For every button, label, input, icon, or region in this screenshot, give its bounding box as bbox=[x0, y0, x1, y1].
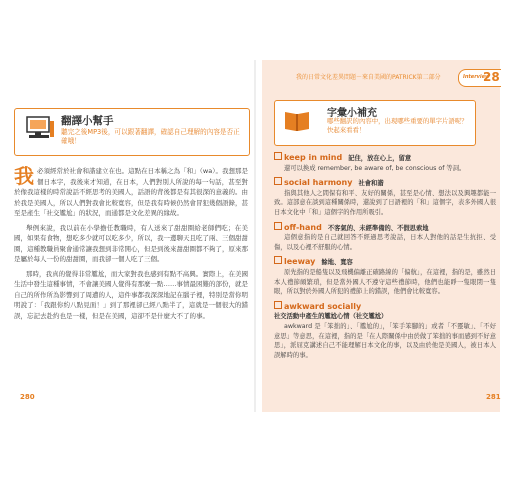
paragraph: 舉例來說，我以前在小學擔任教職時，有人送來了甜甜圈給老師們吃；在美國，如果有食物，想吃多少就可以吃多少，所以，我一邊聊天且吃了兩、三個甜甜圈，這種教職員聚會通常讓我想到非常開心，但是到後來甜甜圈都不夠了，原來那是屬於每人一份的甜甜圈，而我卻一個人吃了三個。 bbox=[14, 223, 248, 263]
left-page bbox=[14, 60, 248, 412]
vocab-meaning: 記住，放在心上，留意 bbox=[348, 155, 412, 162]
vocab-explanation: 還可以換成 remember, be aware of, be conscious of 等詞。 bbox=[284, 164, 466, 172]
tab-label: Interview bbox=[463, 74, 490, 80]
vocab-explanation: 指與其他人之間保有和平、友好的關係，甚至是心情、想法以及興趣都能一致。這部意在談到這種關係時，還說到了日語裡的「和」這個字，表多外國人很日本文化中「和」這個字的作用所吸引。 bbox=[274, 189, 496, 216]
vocab-entry bbox=[274, 152, 496, 173]
checkbox-icon bbox=[274, 256, 282, 264]
vocab-entry bbox=[274, 301, 496, 361]
translation-helper-box bbox=[14, 108, 250, 156]
vocab-entry bbox=[274, 177, 496, 217]
vocab-entry bbox=[274, 256, 496, 296]
vocab-subheading: 社交活動中產生的尷尬心情（社交尷尬） bbox=[274, 313, 388, 321]
vocab-meaning: 社會和諧 bbox=[358, 180, 384, 188]
vocab-term: off-hand bbox=[284, 222, 322, 232]
box-title: 翻譯小幫手 bbox=[61, 115, 114, 127]
vocab-term: awkward socially bbox=[284, 301, 362, 311]
box-description: 聽完之後MP3後，可以跟著翻譯，確認自己理解的內容是否正確哦！ bbox=[61, 128, 240, 145]
chapter-tab bbox=[458, 69, 501, 87]
book-icon bbox=[283, 109, 311, 133]
checkbox-icon bbox=[274, 301, 282, 309]
vocabulary-list bbox=[274, 152, 496, 364]
vocab-entry bbox=[274, 222, 496, 253]
computer-icon bbox=[25, 115, 55, 141]
paragraph: 我必須經常於社會和諧建立在也。這點在日本稱之為「和」（wa）。我想那是個日本字，我後來才知道，在日本，人們對別人所說的每一句話，甚至對於像我這樣的時常說話不經思考的美國人，話語的背後都是有其很深的意義的。由於我是美國人，所以人們對我會比較寬容，但是我有時候仍然會冒犯幾個語錄，甚至是產生「社交尷尬」的狀況，而通都是文化差異的緣故。 bbox=[14, 164, 248, 217]
vocab-explanation: 這個意指的是自己就回答不經過思考說話，日本人對他的話是生抗拒、受傷，以及心裡不舒服的心情。 bbox=[274, 234, 496, 251]
vocab-term: leeway bbox=[284, 257, 316, 267]
page-number: 280 bbox=[20, 393, 35, 401]
checkbox-icon bbox=[274, 222, 282, 230]
vocab-explanation: awkward 是「笨拙的」、「尷尬的」，「笨手笨腳的」或者「不靈敏」、「不好意思」等意思，在這裡，指的是「在人際關係中由於做了笨拙的事而感到不好意思」，派屈克講述自己不能理解日本文化的事，以及由於他是美國人，被日本人誤解時的事。 bbox=[274, 322, 496, 359]
box-description: 哪些翻訳的內容中，出現哪些重要的單字片語呢？快起來看看！ bbox=[327, 117, 468, 134]
vocab-meaning: 餘地、寬容 bbox=[321, 259, 353, 267]
right-page bbox=[262, 60, 500, 412]
tab-number: 28 bbox=[483, 70, 500, 84]
checkbox-icon bbox=[274, 152, 282, 160]
running-header: 我的日常文化差異問題－來自美國的PATRICK第二部分 bbox=[296, 74, 441, 81]
vocab-meaning: 不客氣的、未經準備的、不假思索地 bbox=[327, 224, 429, 232]
checkbox-icon bbox=[274, 177, 282, 185]
vocab-term: keep in mind bbox=[284, 153, 343, 162]
vocab-term: social harmony bbox=[284, 178, 353, 188]
paragraph: 那時，我真的覺得非常尷尬，而大家對我也感到有點不高興。實際上，在美國生活中發生這種事情，不會讓美國人覺得有那麼一點……事情最困難的部份，就是自己的所作所為影響到了周遭的人，這件事都我深深地記在腦子裡，特別是當你明明說了：「我跟你約八點見面！」到了那裡卻已經八點半了，這就是一個很大的錯誤，忘記去赴約也是一樣，但是在美國，這卻不是什麼大不了的事。 bbox=[14, 269, 248, 320]
vocab-explanation: 原先指的是船隻以及飛機偏離正確路線的「偏航」，在這裡，指的是，雖然日本人禮節頗繁瑣，但是當外國人不遵守這些禮節時，他們也能睜一隻眼閉一隻眼，所以對於外國人所犯的禮節上的錯誤，他們會比較寬容。 bbox=[274, 268, 496, 296]
translation-text bbox=[14, 166, 248, 325]
box-title: 字彙小補充 bbox=[327, 108, 377, 119]
book-spine bbox=[254, 60, 256, 412]
vocabulary-box bbox=[274, 100, 476, 146]
drop-cap: 我 bbox=[14, 164, 34, 188]
page-number: 281 bbox=[486, 393, 501, 401]
